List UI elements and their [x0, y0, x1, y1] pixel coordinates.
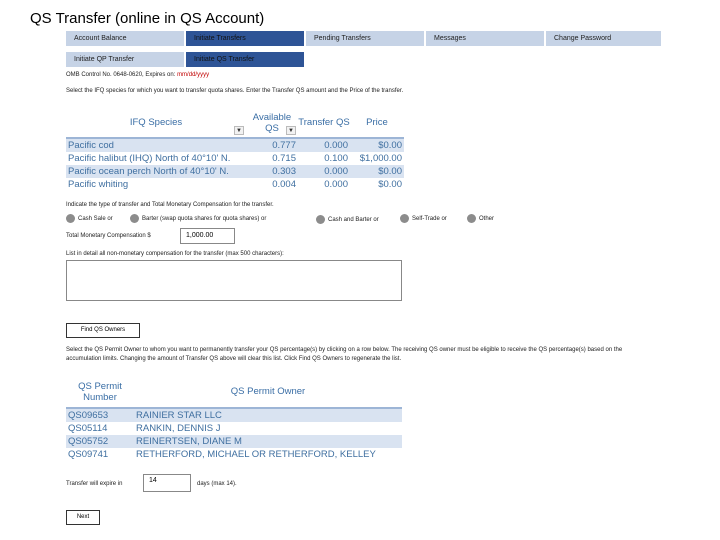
table-row: Pacific ocean perch North of 40°10' N. 0.303 0.000 $0.00	[68, 166, 402, 177]
tab-initiate-qs-transfer[interactable]: Initiate QS Transfer	[186, 52, 304, 67]
nonmonetary-textarea[interactable]	[66, 260, 402, 301]
total-compensation-input[interactable]: 1,000.00	[180, 228, 235, 244]
tab-pending-transfers[interactable]: Pending Transfers	[306, 31, 424, 46]
price-header: Price	[350, 108, 404, 138]
filter-dropdown-icon[interactable]: ▼	[234, 126, 244, 135]
radio-button-icon[interactable]	[130, 214, 139, 223]
owners-table	[66, 376, 402, 461]
tab-change-password[interactable]: Change Password	[546, 31, 661, 46]
tab-initiate-qp-transfer[interactable]: Initiate QP Transfer	[66, 52, 184, 67]
species-table	[66, 108, 404, 191]
radio-cash-and-barter[interactable]: Cash and Barter or	[316, 215, 379, 224]
tab-messages[interactable]: Messages	[426, 31, 544, 46]
table-row[interactable]: QS09741 RETHERFORD, MICHAEL OR RETHERFORD, KELLEY	[66, 448, 402, 461]
expire-days-input[interactable]: 14	[143, 474, 191, 492]
price-input[interactable]: $0.00	[350, 165, 404, 178]
price-input[interactable]: $1,000.00	[350, 152, 404, 165]
available-header: Available QS ▼	[246, 108, 298, 138]
transfer-qs-input[interactable]: 0.000	[298, 138, 350, 152]
filter-dropdown-icon[interactable]: ▼	[286, 126, 296, 135]
next-button[interactable]: Next	[66, 510, 100, 525]
owners-instruction: Select the QS Permit Owner to whom you want to permanently transfer your QS percentage(s) by clicking on a row below. The receiving QS owner must be eligible to receive the QS percentage(s) based on the accumulation limits. Changing the amount of Transfer QS above will clear this list. Click Find QS Owners to regenerate the list.	[66, 347, 623, 362]
species-instruction: Select the IFQ species for which you want to transfer quota shares. Enter the Transfer QS amount and the Price of the transfer.	[66, 88, 404, 94]
radio-button-icon[interactable]	[316, 215, 325, 224]
permit-number-header: QS Permit Number	[66, 376, 134, 408]
omb-control	[66, 72, 209, 78]
radio-self-trade[interactable]: Self-Trade or	[400, 214, 447, 223]
expire-suffix: days (max 14).	[197, 481, 237, 487]
radio-barter[interactable]: Barter (swap quota shares for quota shares) or	[130, 214, 266, 223]
tab-account-balance[interactable]: Account Balance	[66, 31, 184, 46]
permit-owner-header: QS Permit Owner	[134, 376, 402, 408]
table-row: Pacific cod 0.777 0.000 $0.00	[68, 140, 402, 151]
transfer-header: Transfer QS	[298, 108, 350, 138]
radio-button-icon[interactable]	[400, 214, 409, 223]
transfer-qs-input[interactable]: 0.000	[298, 165, 350, 178]
radio-cash-sale[interactable]: Cash Sale or	[66, 214, 113, 223]
table-row[interactable]: QS05114 RANKIN, DENNIS J	[66, 422, 402, 435]
transfer-qs-input[interactable]: 0.100	[298, 152, 350, 165]
tab-initiate-transfers[interactable]: Initiate Transfers	[186, 31, 304, 46]
transfer-qs-input[interactable]: 0.000	[298, 178, 350, 191]
table-row[interactable]: QS09653 RAINIER STAR LLC	[66, 408, 402, 422]
table-row: Pacific halibut (IHQ) North of 40°10' N. 0.715 0.100 $1,000.00	[68, 153, 402, 164]
expire-label: Transfer will expire in	[66, 481, 123, 487]
price-input[interactable]: $0.00	[350, 138, 404, 152]
table-row[interactable]: QS05752 REINERTSEN, DIANE M	[66, 435, 402, 448]
find-qs-owners-button[interactable]: Find QS Owners	[66, 323, 140, 338]
total-compensation-label: Total Monetary Compensation $	[66, 233, 151, 239]
price-input[interactable]: $0.00	[350, 178, 404, 191]
compensation-instruction: Indicate the type of transfer and Total Monetary Compensation for the transfer.	[66, 202, 274, 208]
radio-other[interactable]: Other	[467, 214, 494, 223]
table-row: Pacific whiting 0.004 0.000 $0.00	[68, 179, 402, 190]
radio-button-icon[interactable]	[467, 214, 476, 223]
species-header: IFQ Species ▼	[66, 108, 246, 138]
nonmonetary-label: List in detail all non-monetary compensation for the transfer (max 500 characters):	[66, 251, 284, 257]
page-title: QS Transfer (online in QS Account)	[30, 10, 265, 27]
radio-button-icon[interactable]	[66, 214, 75, 223]
omb-date: mm/dd/yyyy	[177, 72, 210, 78]
omb-prefix: OMB Control No. 0648-0620, Expires on:	[66, 72, 178, 78]
